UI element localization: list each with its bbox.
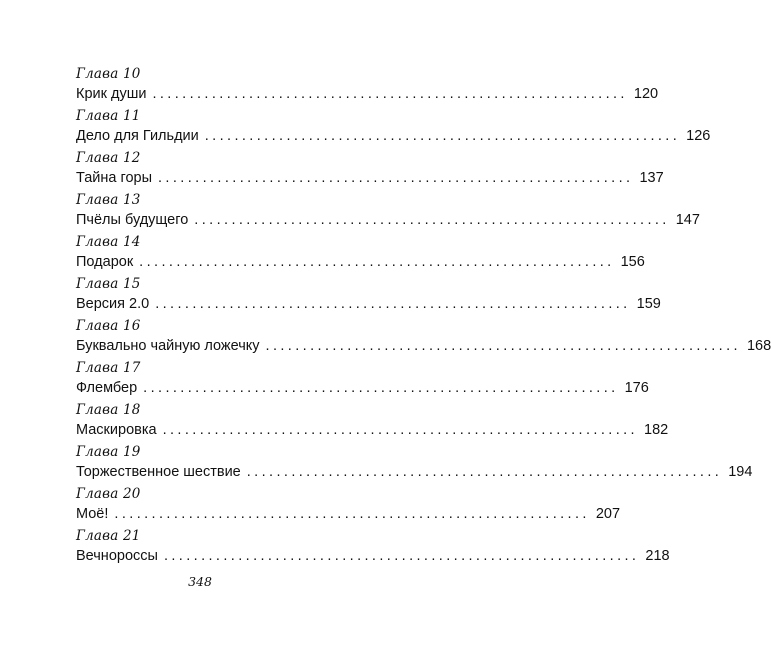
chapter-title: Маскировка [76, 422, 157, 438]
page-number: 156 [620, 254, 645, 270]
chapter-title: Дело для Гильдии [76, 128, 199, 144]
page-number: 176 [624, 380, 649, 396]
toc-title-row [76, 85, 659, 104]
toc-title-row [76, 169, 664, 188]
toc-title-row [76, 253, 645, 272]
toc-title-row [76, 337, 771, 356]
chapter-label: Глава 16 [76, 318, 141, 334]
chapter-label: Глава 12 [76, 150, 141, 166]
chapter-title: Вечнороссы [76, 548, 158, 564]
chapter-label: Глава 11 [76, 108, 141, 124]
chapter-label: Глава 15 [76, 276, 141, 292]
dot-leader: ................................................................ [152, 86, 628, 102]
page-number: 207 [595, 506, 621, 522]
chapter-title: Пчёлы будущего [76, 212, 189, 228]
toc-title-row [76, 463, 753, 482]
chapter-title: Подарок [76, 254, 134, 270]
dot-leader: ................................................................ [158, 170, 634, 186]
page-number: 218 [645, 548, 670, 564]
toc-title-row [76, 547, 670, 566]
dot-leader: ................................................................ [143, 380, 619, 396]
dot-leader: ................................................................ [162, 422, 638, 438]
toc-title-row [76, 127, 711, 146]
chapter-title: Крик души [76, 86, 147, 102]
toc-entry-16 [76, 316, 771, 358]
toc-title-row [76, 295, 661, 314]
folio-page-number: 348 [188, 574, 212, 589]
page-number: 147 [675, 212, 700, 228]
chapter-title: Буквально чайную ложечку [76, 338, 260, 354]
toc-title-row [76, 421, 669, 440]
chapter-title: Моё! [76, 506, 109, 522]
toc-entry-11 [76, 106, 711, 148]
chapter-label: Глава 10 [76, 66, 141, 82]
dot-leader: ................................................................ [114, 506, 590, 522]
toc-entry-15 [76, 274, 661, 316]
page-number: 194 [728, 464, 753, 480]
dot-leader: ................................................................ [204, 128, 681, 144]
toc-entry-18 [76, 400, 669, 442]
chapter-title: Тайна горы [76, 170, 152, 186]
toc-entry-14 [76, 232, 645, 274]
page-number: 126 [686, 128, 711, 144]
page-number: 137 [639, 170, 664, 186]
chapter-title: Флембер [76, 380, 138, 396]
chapter-label: Глава 20 [76, 486, 141, 502]
page-number: 168 [746, 338, 771, 354]
page-number: 120 [633, 86, 659, 102]
toc-title-row [76, 211, 700, 230]
chapter-title: Версия 2.0 [76, 296, 150, 312]
chapter-label: Глава 13 [76, 192, 141, 208]
chapter-label: Глава 18 [76, 402, 141, 418]
chapter-label: Глава 14 [76, 234, 141, 250]
toc-entry-13 [76, 190, 700, 232]
dot-leader: ................................................................ [265, 338, 741, 354]
table-of-contents [76, 64, 771, 568]
dot-leader: ................................................................ [155, 296, 631, 312]
page-number: 159 [636, 296, 661, 312]
toc-title-row [76, 379, 649, 398]
chapter-label: Глава 19 [76, 444, 141, 460]
dot-leader: ................................................................ [139, 254, 615, 270]
dot-leader: ................................................................ [163, 548, 640, 564]
page-number: 182 [644, 422, 669, 438]
toc-entry-19 [76, 442, 753, 484]
toc-entry-10 [76, 64, 659, 106]
toc-entry-21 [76, 526, 670, 568]
chapter-label: Глава 21 [76, 528, 141, 544]
chapter-title: Торжественное шествие [76, 464, 241, 480]
toc-title-row [76, 505, 621, 524]
dot-leader: ................................................................ [246, 464, 723, 480]
toc-entry-17 [76, 358, 649, 400]
toc-entry-20 [76, 484, 621, 526]
chapter-label: Глава 17 [76, 360, 141, 376]
dot-leader: ................................................................ [194, 212, 670, 228]
toc-entry-12 [76, 148, 664, 190]
